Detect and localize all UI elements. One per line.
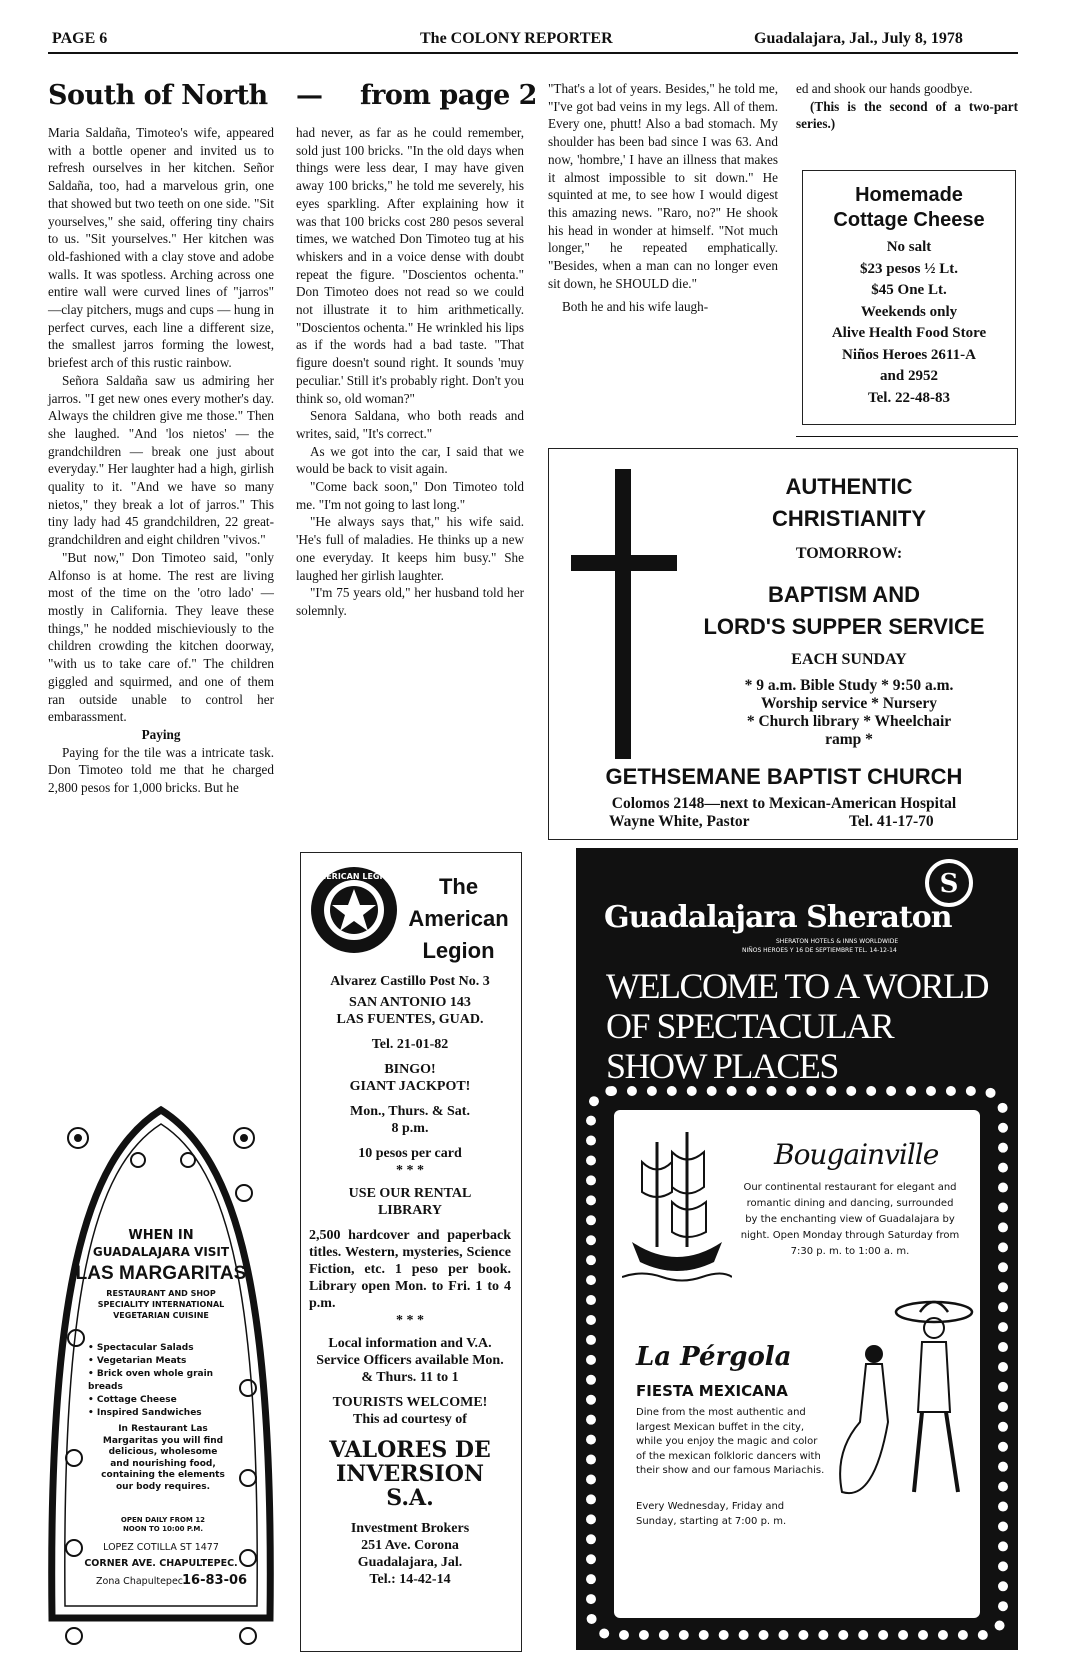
- ad-line: $23 pesos ½ Lt.: [860, 260, 958, 277]
- detail-line: * Church library * Wheelchair: [746, 713, 952, 730]
- ad-line: Niños Heroes 2611-A: [842, 346, 976, 363]
- margaritas-bullet: • Brick oven whole grain breads: [88, 1369, 214, 1392]
- legion-title-line: The: [438, 874, 479, 899]
- american-legion-ad: [300, 852, 522, 1652]
- legion-line: BINGO!: [384, 1062, 436, 1077]
- margaritas-line: SPECIALITY INTERNATIONAL: [97, 1300, 225, 1309]
- legion-emblem-text: AMERICAN LEGION: [312, 872, 396, 881]
- margaritas-address2: CORNER AVE. CHAPULTEPEC.: [84, 1558, 238, 1569]
- legion-title-line: Legion: [422, 938, 495, 963]
- legion-line: VALORES DE: [329, 1437, 491, 1463]
- margaritas-zone: Zona Chapultepec: [96, 1576, 184, 1587]
- margaritas-line: LAS MARGARITAS: [75, 1263, 247, 1284]
- margaritas-address1: LOPEZ COTILLA ST 1477: [103, 1542, 219, 1553]
- legion-line: LAS FUENTES, GUAD.: [336, 1012, 484, 1027]
- sheraton-panel: [614, 1110, 980, 1618]
- rule: [796, 436, 1018, 437]
- church-ad: [548, 448, 1018, 840]
- paragraph: ed and shook our hands goodbye.: [796, 81, 973, 96]
- headline-dash: —: [296, 80, 323, 111]
- margaritas-bullet: • Spectacular Salads: [88, 1343, 194, 1353]
- sheraton-sub1: SHERATON HOTELS & INNS WORLDWIDE: [776, 938, 899, 945]
- legion-line: Tel.: 14-42-14: [369, 1572, 451, 1587]
- pergola-text: Dine from the most authentic and largest Mexican buffet in the city, while you enjoy the magic and color of the mexican folkloric dancers with their show and our famous Mariachis.: [636, 1407, 825, 1476]
- margaritas-bullets: [88, 1342, 248, 1420]
- subheading: Paying: [141, 726, 181, 742]
- church-name: GETHSEMANE BAPTIST CHURCH: [605, 764, 963, 789]
- margaritas-bullet: • Vegetarian Meats: [88, 1356, 187, 1366]
- service-line: BAPTISM AND: [768, 582, 920, 607]
- church-title: AUTHENTIC: [785, 474, 913, 499]
- legion-line: Alvarez Castillo Post No. 3: [330, 974, 490, 989]
- galleon-icon: [622, 1122, 732, 1292]
- church-address: Colomos 2148—next to Mexican-American Hospital: [611, 795, 957, 812]
- cottage-cheese-ad: [802, 170, 1016, 425]
- paragraph: Señora Saldaña saw us admiring her jarros. "I get new ones every mother's day. Always the children give me those." Then she laughed. "And 'los nietos' — the grandchildren — break one just about everyday." Her laughter had a high, girlish quality to it. "And we have so many nietos," they break a lot of jarros." This tiny lady had 45 grandchildren, 22 great-grandchildren and eight children "vivos.": [48, 372, 274, 548]
- paragraph: "That's a lot of years. Besides," he told me, "I've got bad veins in my legs. All of them. Every one, phutt! Also a bad stomach. My shoulder has been bad since I was 63. And now, 'hombre,' I have an illness that makes it almost impossible to sit down." He squinted at me, to see how I would digest this amazing news. "Raro, no?" He shook his head in wonder at himself. "Not much longer," he repeated emphatically. "Besides, when a man can no longer even sit down, he SHOULD die.": [548, 81, 778, 291]
- church-pastor: Wayne White, Pastor: [609, 813, 750, 830]
- ad-line: No salt: [886, 239, 932, 255]
- ad-lines: [803, 237, 1015, 409]
- las-margaritas-ad: [48, 1098, 274, 1654]
- paragraph: Maria Saldaña, Timoteo's wife, appeared with a bottle opener and invited us to refresh ourselves in her kitchen. Señor Saldaña, too, had a marvelous grin, one that showed but two teeth on one side. "Sit yourselves," she said, offering tiny chairs to us. "Sit yourselves." Her kitchen was old-fashioned with a clay stove and adobe walls. It was spotless. Arching across one entire wall were curved lines of "jarros" —clay pitchers, mugs and cups — hung in perfect curves, each line a different size, the smallest jarros forming the lowest, briefest arch of this rustic rainbow.: [48, 125, 274, 371]
- sheraton-name: Guadalajara Sheraton: [604, 900, 952, 935]
- margaritas-line: VEGETARIAN CUISINE: [113, 1311, 209, 1320]
- margaritas-line: RESTAURANT AND SHOP: [106, 1289, 216, 1298]
- paragraph: had never, as far as he could remember, sold just 100 bricks. "In the old days when things were less dear, I may have given away 100 bricks," he told me severely, his eyes sparkling. After explaining how it was that 100 bricks cost 280 pesos several times, we watched Don Timoteo tug at his whiskers and in a voice dense with doubt repeat the figure. "Doscientos ochenta." Don Timoteo does not read so we could not illustrate it to him arithmetically. "Doscientos ochenta." He wrinkled his lips as if the words had a bad taste. "That figure doesn't sound right. It sounds 'muy peculiar.' Still it's probably right. Don't you think so, old woman?": [296, 125, 524, 406]
- legion-title-line: American: [408, 906, 509, 931]
- page-number: PAGE 6: [52, 30, 108, 47]
- dancers-icon: [834, 1292, 974, 1512]
- sheraton-sub2: NIÑOS HEROES Y 16 DE SEPTIEMBRE TEL. 14-12-14: [742, 947, 897, 954]
- margaritas-line: GUADALAJARA VISIT: [92, 1245, 230, 1259]
- bougainville-text: Our continental restaurant for elegant and romantic dining and dancing, surrounded by the enchanting view of Guadalajara by night. Open Monday through Saturday from 7:30 p. m. to 1:00 a. m.: [740, 1182, 960, 1257]
- legion-line: LIBRARY: [377, 1203, 443, 1218]
- legion-line: Local information and V.A. Service Officers available Mon. & Thurs. 11 to 1: [316, 1336, 504, 1385]
- paragraph: Paying for the tile was a intricate task. Don Timoteo told me that he charged 2,800 pesos for 1,000 bricks. But he: [48, 744, 274, 796]
- legion-line: * * *: [396, 1163, 424, 1178]
- header-rule: [48, 52, 1018, 54]
- each-sunday: EACH SUNDAY: [791, 651, 907, 668]
- paragraph: Senora Saldana, who both reads and writes, said, "It's correct.": [296, 408, 524, 441]
- detail-line: Worship service * Nursery: [760, 695, 938, 712]
- logo-letter: S: [939, 869, 959, 899]
- dateline: Guadalajara, Jal., July 8, 1978: [754, 30, 963, 47]
- legion-line: INVERSION S.A.: [336, 1461, 484, 1511]
- paragraph: "But now," Don Timoteo said, "only Alfonso is at home. The rest are living most of the time on the 'otro lado' — mostly in California. They leave these things," he nodded mischieviously to the children crowding the kitchen doorway, "with us to take care of." The children giggled and squirmed, and one of them ran outside unable to control her embarassment.: [48, 549, 274, 725]
- paragraph: Both he and his wife laugh-: [562, 299, 709, 315]
- ad-line: and 2952: [880, 368, 938, 384]
- margaritas-header: [66, 1228, 256, 1321]
- article-column-2: [296, 124, 524, 620]
- legion-line: Mon., Thurs. & Sat.: [350, 1104, 470, 1119]
- pergola-title: La Pérgola: [636, 1342, 792, 1372]
- margaritas-line: WHEN IN: [128, 1228, 194, 1243]
- legion-line: * * *: [396, 1313, 424, 1328]
- ad-line: Tel. 22-48-83: [868, 389, 950, 406]
- legion-line: Investment Brokers: [350, 1521, 470, 1536]
- welcome-line: OF SPECTACULAR: [606, 1006, 894, 1046]
- ad-title: Cottage Cheese: [833, 209, 985, 231]
- margaritas-bullet: • Cottage Cheese: [88, 1395, 177, 1405]
- church-details: [689, 677, 1009, 749]
- ad-title: Homemade: [855, 184, 963, 206]
- welcome-line: SHOW PLACES: [606, 1046, 838, 1086]
- paragraph: (This is the second of a two-part series.): [796, 98, 1018, 132]
- legion-emblem-icon: [309, 865, 399, 955]
- legion-line: Guadalajara, Jal.: [357, 1555, 463, 1570]
- margaritas-hours: OPEN DAILY FROM 12 NOON TO 10:00 P.M.: [120, 1516, 206, 1533]
- ad-line: Weekends only: [860, 303, 958, 320]
- headline-left: South of North: [48, 80, 268, 111]
- service-line: LORD'S SUPPER SERVICE: [703, 614, 985, 639]
- article-column-4: [796, 80, 1018, 133]
- detail-line: ramp *: [825, 731, 873, 748]
- paper-name: The COLONY REPORTER: [420, 30, 613, 47]
- paragraph: "He always says that," his wife said. 'He's full of maladies. He thinks up a new one everyday. It keeps him busy." She laughed her girlish laughter.: [296, 514, 524, 583]
- headline-right: from page 2: [360, 80, 537, 111]
- margaritas-blurb: In Restaurant Las Margaritas you will find delicious, wholesome and nourishing food, containing the elements our body requires.: [101, 1424, 225, 1492]
- fiesta-title: FIESTA MEXICANA: [636, 1382, 788, 1400]
- paragraph: "Come back soon," Don Timoteo told me. "I'm not going to last long.": [296, 479, 524, 512]
- pergola-schedule: Every Wednesday, Friday and Sunday, starting at 7:00 p. m.: [636, 1501, 787, 1527]
- article-column-1: [48, 124, 274, 797]
- church-title: CHRISTIANITY: [772, 506, 926, 531]
- legion-line: This ad courtesy of: [353, 1412, 467, 1427]
- church-tel: Tel. 41-17-70: [849, 813, 934, 830]
- legion-line: USE OUR RENTAL: [348, 1186, 472, 1201]
- bougainville-title: Bougainville: [774, 1138, 939, 1171]
- legion-line: 10 pesos per card: [358, 1146, 462, 1161]
- legion-line: 2,500 hardcover and paperback titles. Western, mysteries, Science Fiction, etc. 1 peso per book. Library open Mon. to Fri. 1 to 4 p.m.: [309, 1228, 511, 1311]
- detail-line: * 9 a.m. Bible Study * 9:50 a.m.: [744, 677, 954, 694]
- legion-line: GIANT JACKPOT!: [349, 1079, 471, 1094]
- legion-line: 251 Ave. Corona: [361, 1538, 459, 1553]
- margaritas-bullet: • Inspired Sandwiches: [88, 1408, 202, 1418]
- margaritas-phone: 16-83-06: [182, 1573, 248, 1588]
- ad-line: $45 One Lt.: [871, 282, 947, 298]
- legion-title: [401, 871, 516, 967]
- legion-lines: [309, 973, 511, 1588]
- sheraton-welcome: [606, 966, 988, 1086]
- cross-icon: [571, 469, 677, 759]
- sheraton-ad: [576, 848, 1018, 1650]
- paragraph: "I'm 75 years old," her husband told her solemnly.: [296, 585, 524, 618]
- paragraph: As we got into the car, I said that we would be back to visit again.: [296, 443, 524, 477]
- legion-line: Tel. 21-01-82: [371, 1037, 449, 1052]
- ad-line: Alive Health Food Store: [831, 325, 987, 341]
- tomorrow-label: TOMORROW:: [795, 545, 903, 562]
- legion-line: SAN ANTONIO 143: [349, 995, 471, 1010]
- legion-line: 8 p.m.: [391, 1121, 429, 1136]
- welcome-line: WELCOME TO A WORLD: [606, 966, 989, 1006]
- article-column-3: [548, 80, 778, 316]
- legion-line: TOURISTS WELCOME!: [332, 1395, 488, 1410]
